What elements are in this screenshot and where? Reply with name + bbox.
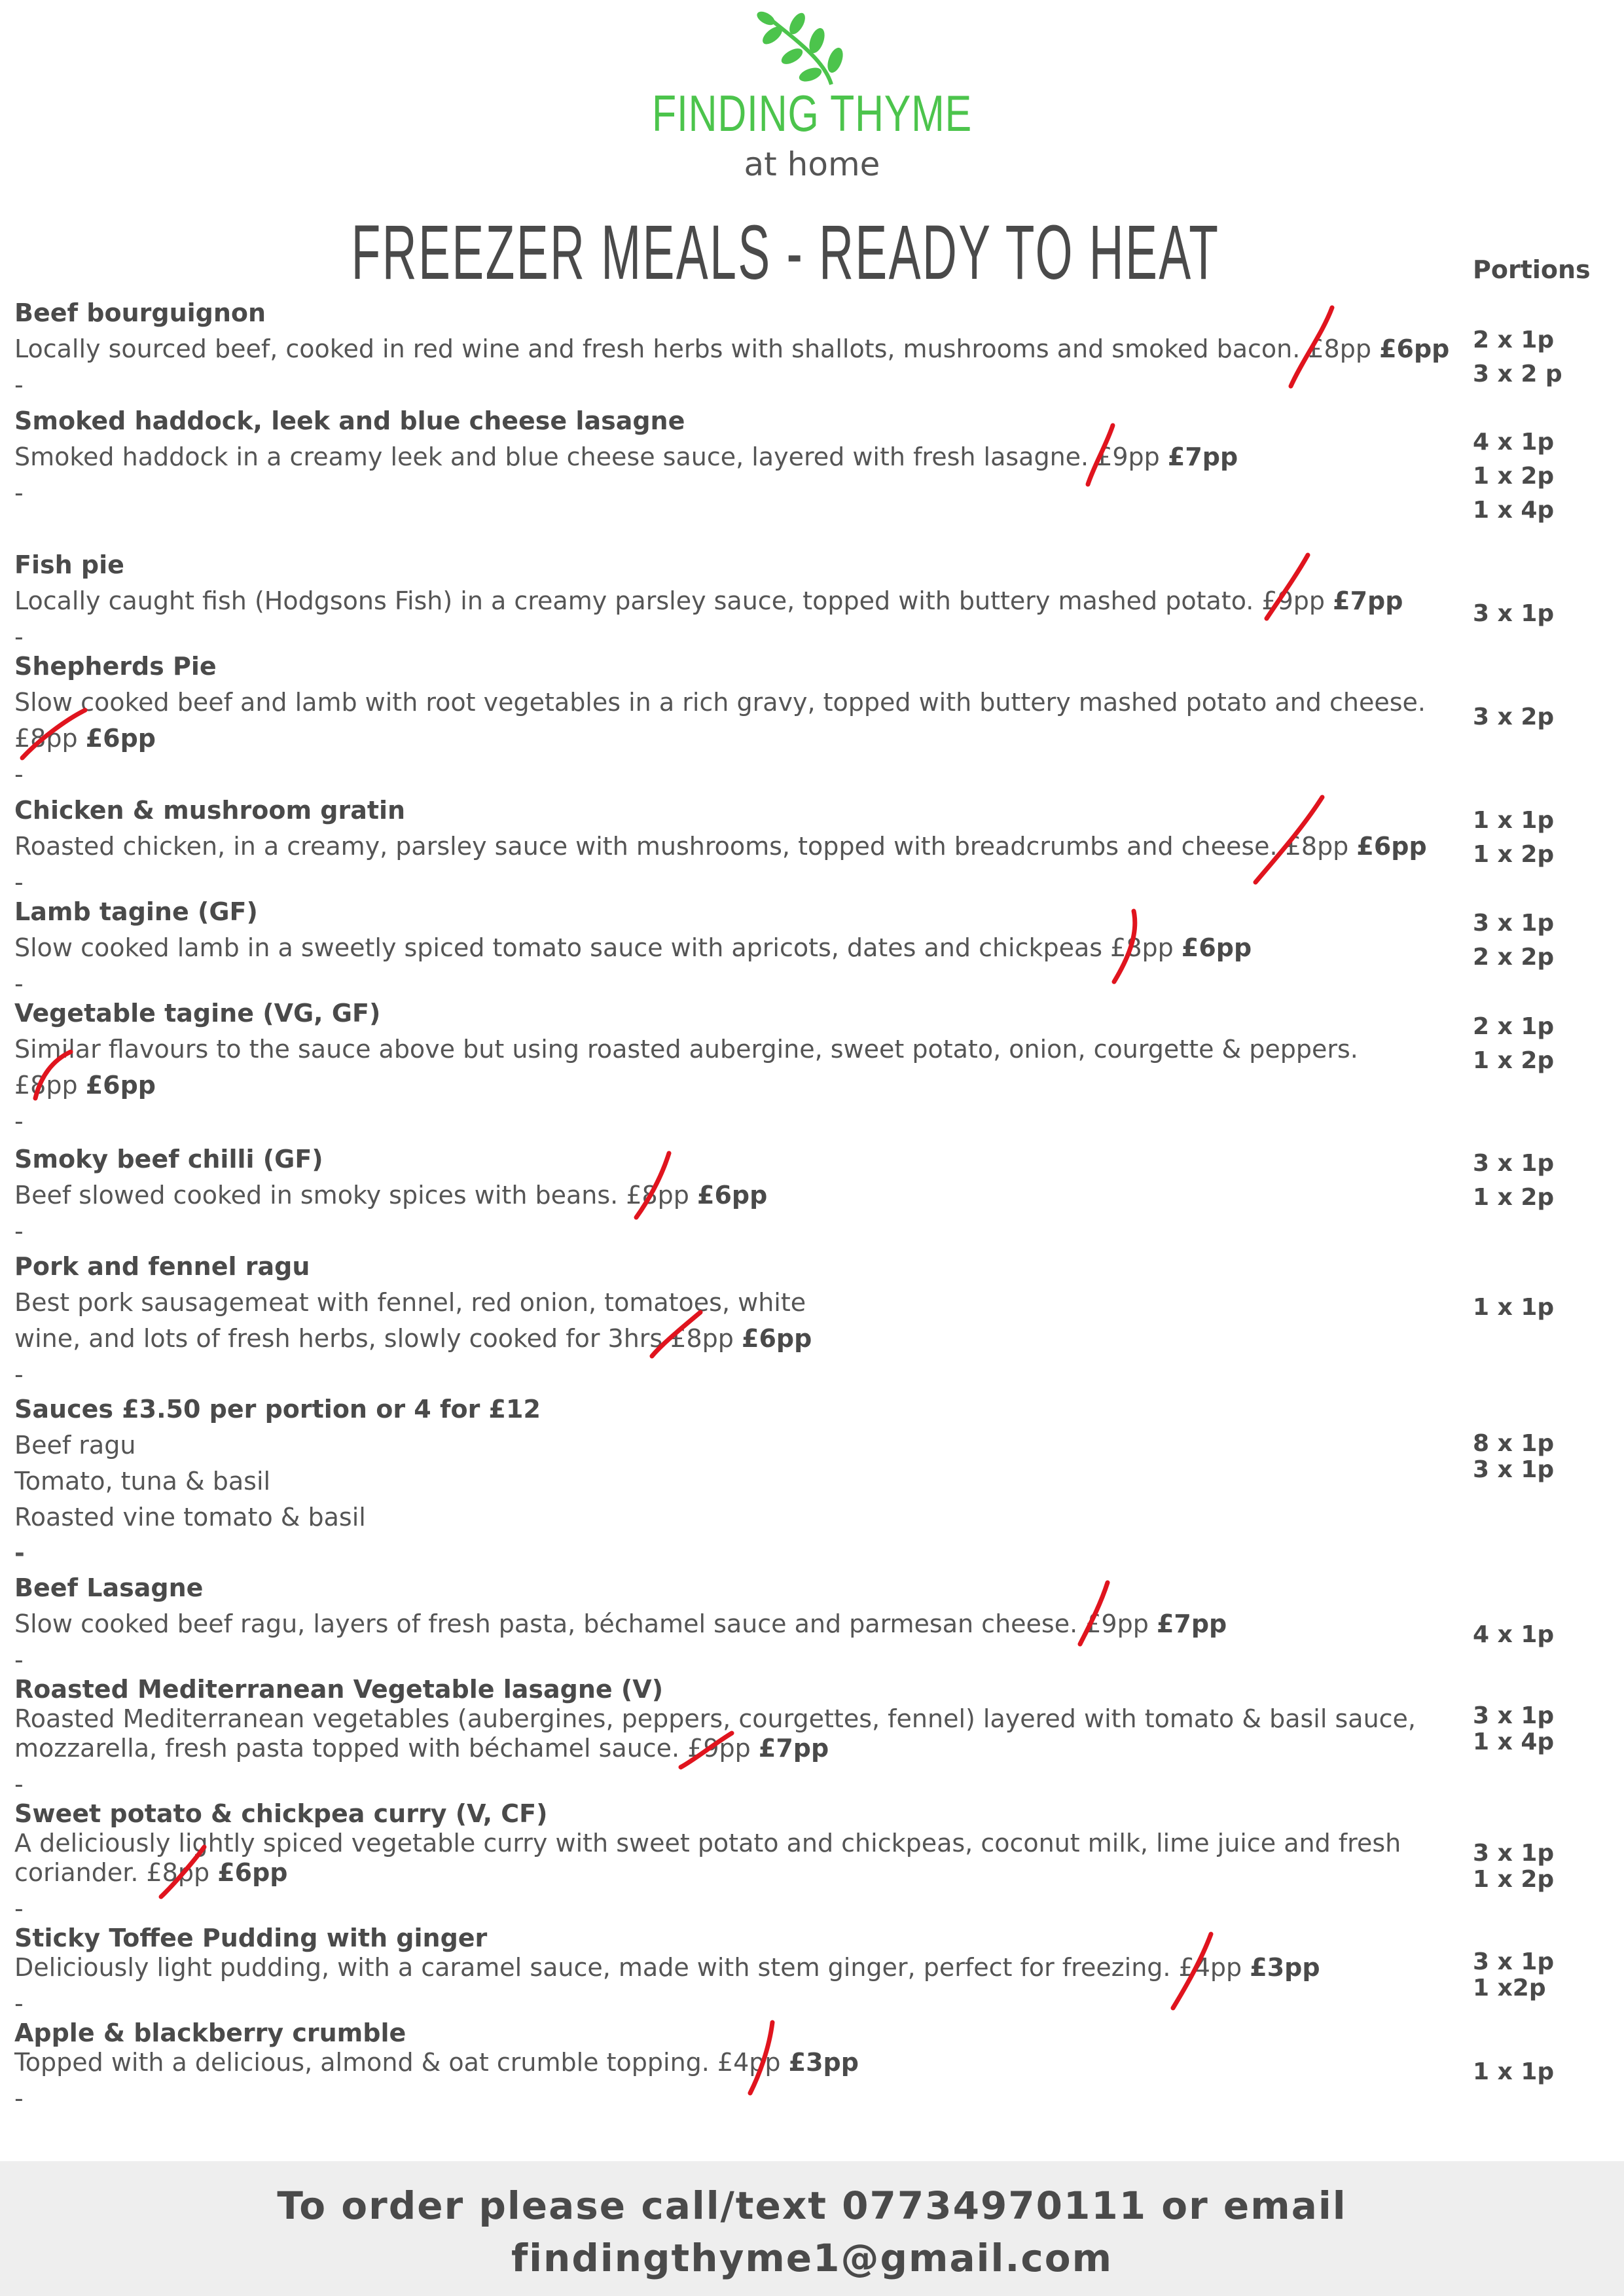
item-description-cont: £8pp £6pp (14, 1071, 156, 1100)
brand-tagline: at home (744, 145, 880, 183)
item-name: Apple & blackberry crumble (14, 2018, 406, 2047)
item-description-cont: mozzarella, fresh pasta topped with béchamel sauce. £9pp £7pp (14, 1734, 829, 1763)
divider: - (14, 1539, 25, 1568)
item-description: Topped with a delicious, almond & oat crumble topping. £4pp £3pp (14, 2048, 859, 2077)
portion-line: 4 x 1p (1473, 1621, 1555, 1648)
item-description-cont: wine, and lots of fresh herbs, slowly cooked for 3hrs £8pp £6pp (14, 1324, 812, 1353)
brand-name: FINDING THYME (651, 84, 972, 142)
portion-line: 3 x 1p (1473, 1150, 1555, 1177)
item-price: £6pp (1181, 933, 1252, 962)
divider: - (14, 1894, 24, 1923)
item-description: Best pork sausagemeat with fennel, red onion, tomatoes, white (14, 1288, 806, 1317)
portion-line: 8 x 1p (1473, 1430, 1555, 1457)
portion-line: 3 x 1p (1473, 1948, 1555, 1975)
divider: - (14, 1107, 24, 1136)
item-name: Roasted Mediterranean Vegetable lasagne (V) (14, 1675, 664, 1704)
divider: - (14, 622, 24, 651)
portion-line: 3 x 1p (1473, 910, 1555, 937)
portion-line: 1 x2p (1473, 1975, 1546, 2001)
sauce-line: Tomato, tuna & basil (14, 1467, 271, 1496)
item-description: Roasted Mediterranean vegetables (aubergines, peppers, courgettes, fennel) layered with tomato & basil sauce, (14, 1704, 1416, 1733)
item-price: £6pp (85, 724, 156, 753)
portion-line: 2 x 2p (1473, 944, 1555, 971)
portion-line: 1 x 2p (1473, 841, 1555, 868)
portion-line: 3 x 1p (1473, 1702, 1555, 1729)
item-price: £6pp (1356, 832, 1427, 861)
portion-line: 2 x 1p (1473, 327, 1555, 353)
item-name: Sticky Toffee Pudding with ginger (14, 1924, 488, 1952)
item-description: Slow cooked beef and lamb with root vegetables in a rich gravy, topped with buttery mashed potato and cheese. (14, 688, 1426, 717)
portion-line: 3 x 1p (1473, 1456, 1555, 1483)
divider: - (14, 1770, 24, 1799)
item-name: Sweet potato & chickpea curry (V, CF) (14, 1799, 548, 1828)
divider: - (14, 1989, 24, 2018)
divider: - (14, 760, 24, 789)
item-price: £6pp (85, 1071, 156, 1100)
portion-line: 1 x 2p (1473, 1866, 1555, 1893)
divider: - (14, 969, 24, 998)
item-price: £6pp (217, 1858, 288, 1887)
sauce-line: Beef ragu (14, 1431, 136, 1460)
portion-line: 1 x 4p (1473, 1729, 1555, 1755)
item-description: Beef slowed cooked in smoky spices with beans. £8pp £6pp (14, 1181, 768, 1210)
item-name: Fish pie (14, 550, 124, 579)
item-price: £7pp (1156, 1609, 1227, 1638)
portions-heading: Portions (1473, 255, 1591, 284)
portion-line: 1 x 4p (1473, 497, 1555, 524)
divider: - (14, 868, 24, 897)
portion-line: 1 x 1p (1473, 807, 1555, 834)
divider: - (14, 478, 24, 507)
sauce-line: Roasted vine tomato & basil (14, 1503, 366, 1532)
item-description-cont: £8pp £6pp (14, 724, 156, 753)
portion-line: 3 x 2 p (1473, 361, 1562, 387)
item-description: Locally caught fish (Hodgsons Fish) in a creamy parsley sauce, topped with buttery mashed potato. £9pp £7pp (14, 586, 1403, 615)
item-price: £7pp (1333, 586, 1403, 615)
portion-line: 3 x 1p (1473, 1840, 1555, 1867)
footer-email[interactable]: findingthyme1@gmail.com (511, 2236, 1113, 2280)
portion-line: 3 x 1p (1473, 600, 1555, 627)
item-price: £6pp (697, 1181, 768, 1210)
item-name: Smoked haddock, leek and blue cheese lasagne (14, 406, 685, 435)
item-price: £3pp (1250, 1953, 1320, 1982)
item-price: £7pp (1167, 442, 1238, 471)
item-name: Vegetable tagine (VG, GF) (14, 999, 381, 1028)
item-description: Slow cooked beef ragu, layers of fresh pasta, béchamel sauce and parmesan cheese. £9pp £7pp (14, 1609, 1227, 1638)
portion-line: 1 x 2p (1473, 1184, 1555, 1211)
item-description: A deliciously lightly spiced vegetable curry with sweet potato and chickpeas, coconut milk, lime juice and fresh (14, 1829, 1401, 1857)
item-price: £6pp (1379, 334, 1450, 363)
divider: - (14, 370, 24, 399)
divider: - (14, 2084, 24, 2113)
thyme-sprig-icon (746, 9, 877, 88)
item-name: Chicken & mushroom gratin (14, 796, 406, 825)
footer-contact-line: To order please call/text 07734970111 or email (277, 2183, 1347, 2228)
portion-line: 1 x 1p (1473, 1294, 1555, 1321)
portion-line: 4 x 1p (1473, 429, 1555, 456)
item-name: Lamb tagine (GF) (14, 897, 258, 926)
item-name: Beef bourguignon (14, 298, 266, 327)
divider: - (14, 1217, 24, 1246)
portion-line: 2 x 1p (1473, 1013, 1555, 1040)
item-name: Smoky beef chilli (GF) (14, 1145, 323, 1174)
portion-line: 3 x 2p (1473, 704, 1555, 730)
item-description-cont: coriander. £8pp £6pp (14, 1858, 288, 1887)
portion-line: 1 x 2p (1473, 463, 1555, 490)
item-price: £3pp (788, 2048, 859, 2077)
item-description: Smoked haddock in a creamy leek and blue cheese sauce, layered with fresh lasagne. £9pp £7pp (14, 442, 1238, 471)
divider: - (14, 1645, 24, 1674)
item-description: Deliciously light pudding, with a caramel sauce, made with stem ginger, perfect for freezing. £4pp £3pp (14, 1953, 1320, 1982)
portion-line: 1 x 2p (1473, 1047, 1555, 1074)
item-description: Similar flavours to the sauce above but using roasted aubergine, sweet potato, onion, courgette & peppers. (14, 1035, 1358, 1064)
item-description: Locally sourced beef, cooked in red wine and fresh herbs with shallots, mushrooms and smoked bacon. £8pp £6pp (14, 334, 1450, 363)
page-title: FREEZER MEALS - READY TO HEAT (351, 209, 1220, 296)
item-name: Shepherds Pie (14, 652, 217, 681)
divider: - (14, 1360, 24, 1389)
item-name: Sauces £3.50 per portion or 4 for £12 (14, 1395, 541, 1424)
item-description: Slow cooked lamb in a sweetly spiced tomato sauce with apricots, dates and chickpeas £8pp £6pp (14, 933, 1252, 962)
item-name: Pork and fennel ragu (14, 1252, 310, 1281)
item-price: £7pp (758, 1734, 829, 1763)
portion-line: 1 x 1p (1473, 2058, 1555, 2085)
order-footer (0, 2161, 1624, 2296)
item-price: £6pp (742, 1324, 812, 1353)
item-name: Beef Lasagne (14, 1573, 204, 1602)
item-description: Roasted chicken, in a creamy, parsley sauce with mushrooms, topped with breadcrumbs and cheese. £8pp £6pp (14, 832, 1427, 861)
